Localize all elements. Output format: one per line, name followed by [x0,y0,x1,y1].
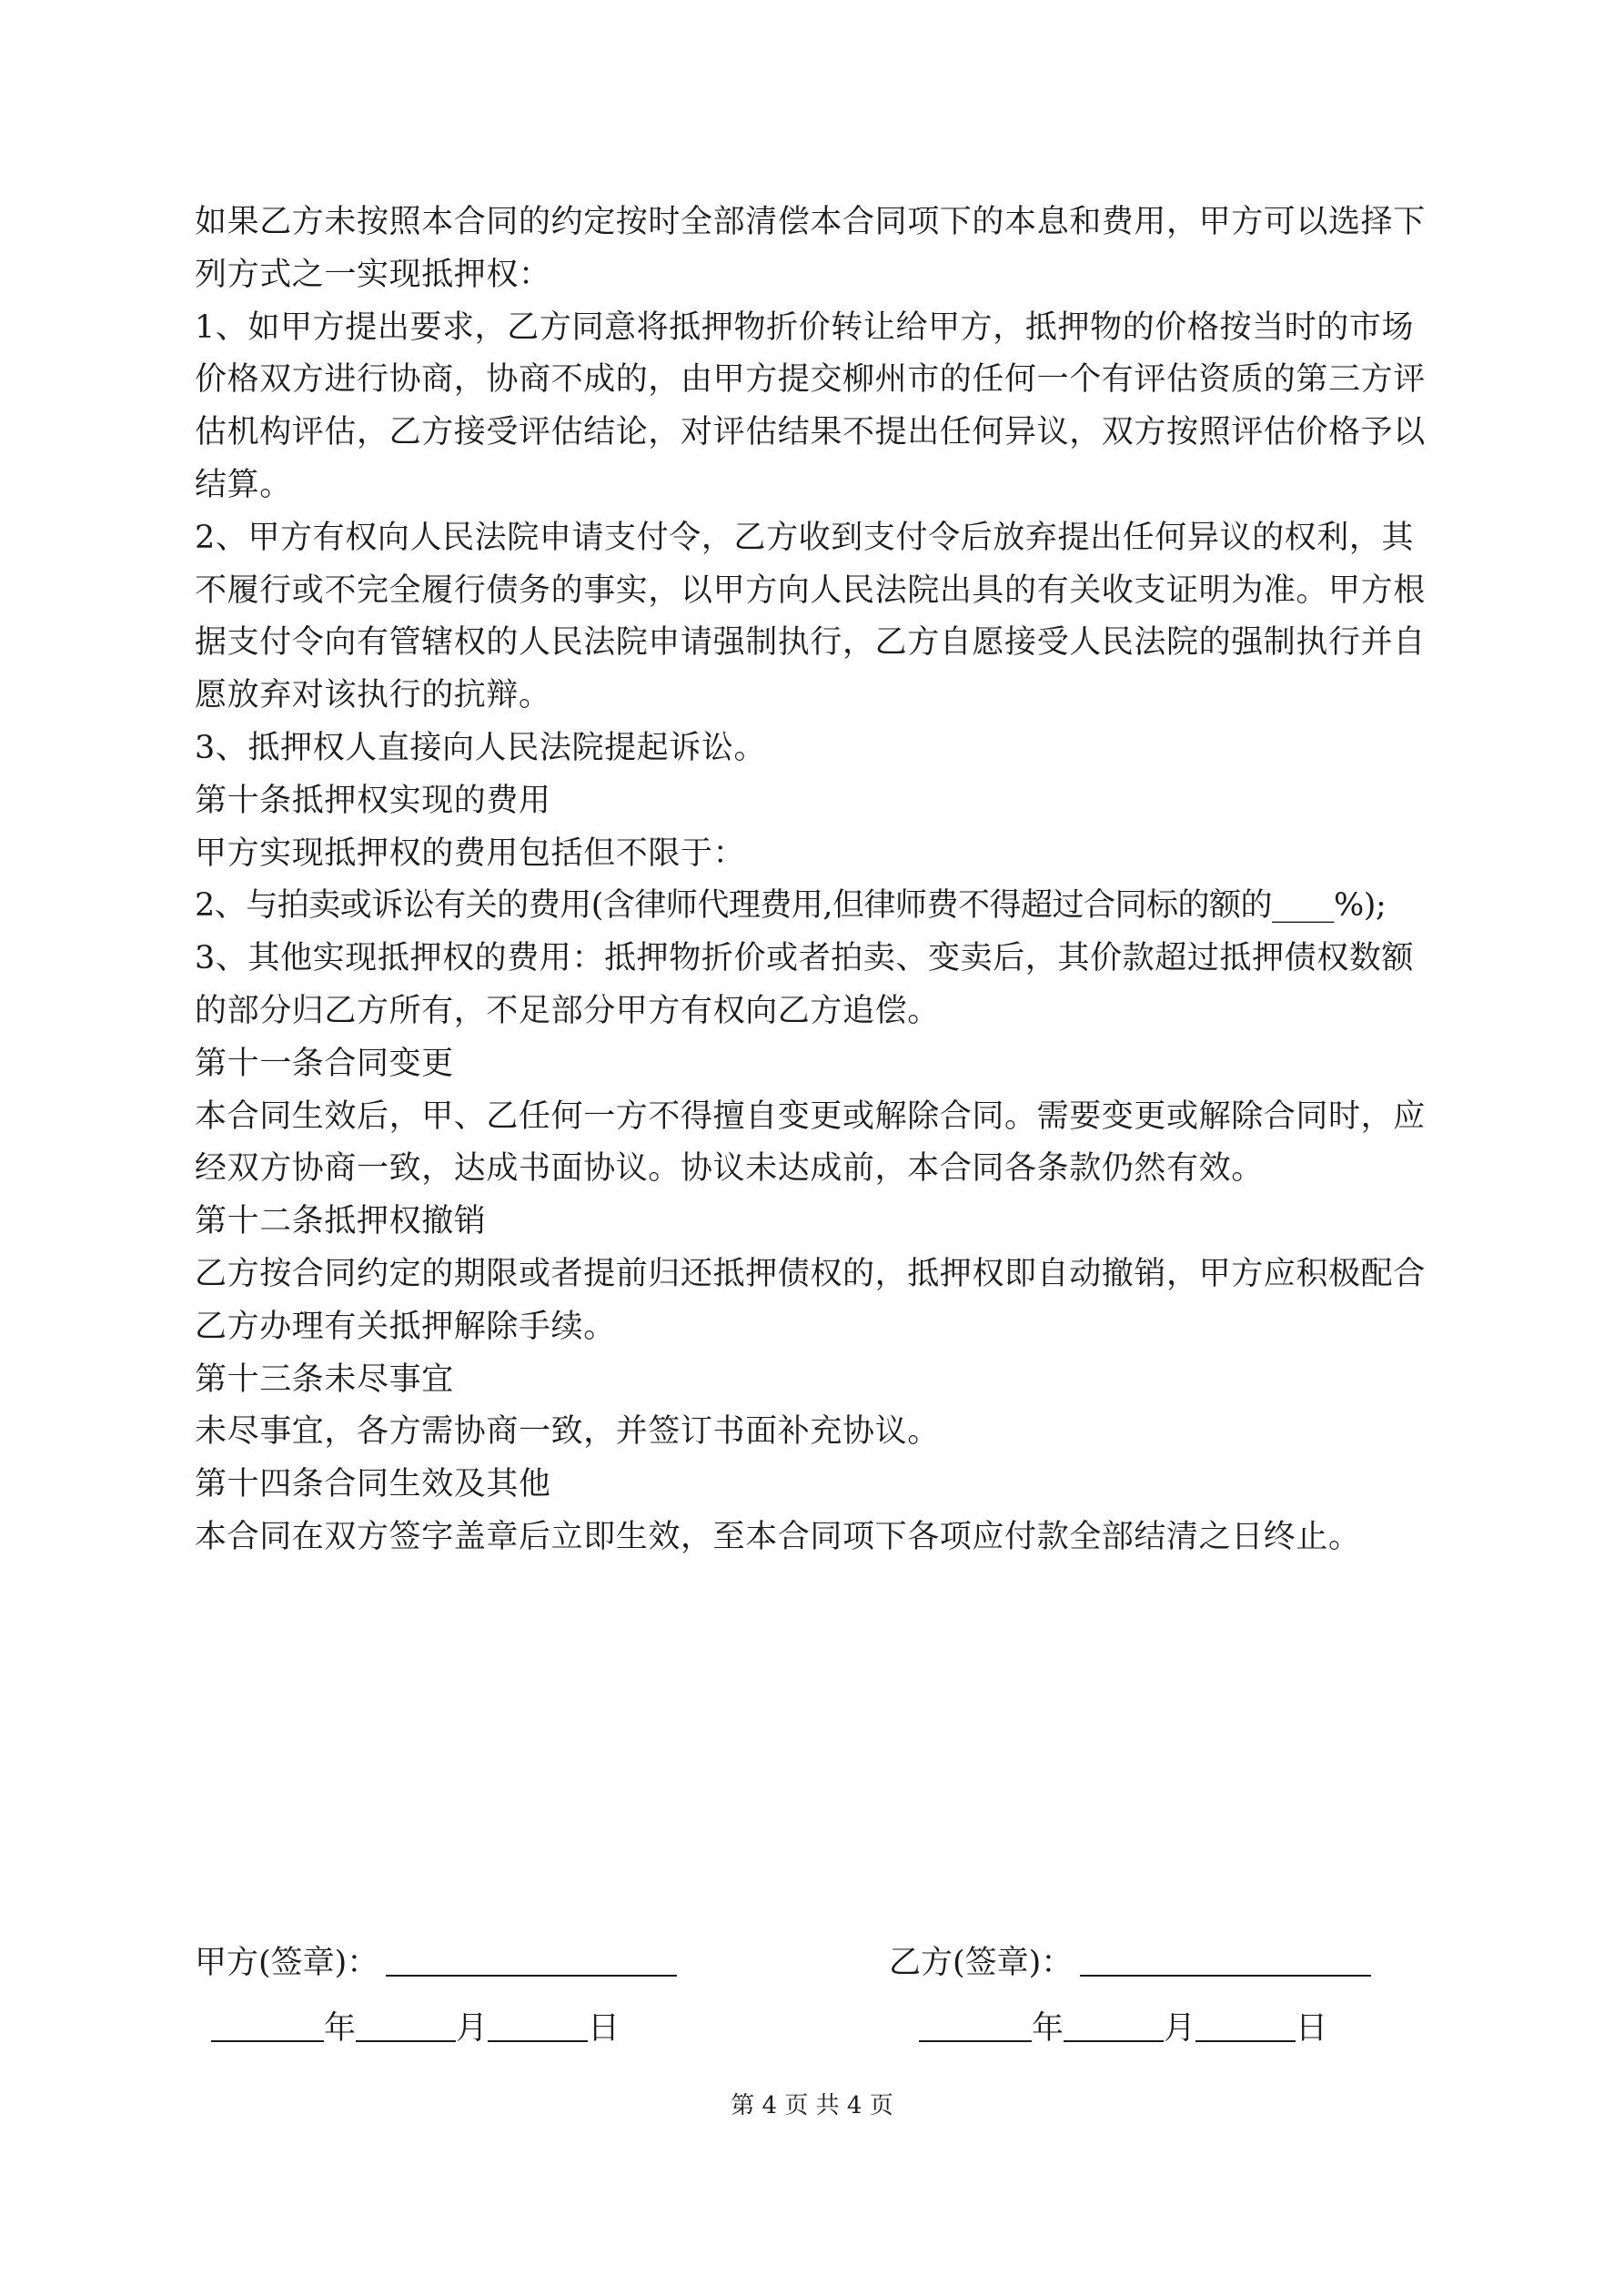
day-label: 日 [588,2010,620,2047]
year-label: 年 [324,2010,357,2047]
body-line: 据支付令向有管辖权的人民法院申请强制执行，乙方自愿接受人民法院的强制执行并自 [195,624,1426,662]
month-label: 月 [1164,2010,1196,2047]
section-heading: 第十三条未尽事宜 [195,1360,454,1398]
body-line: 3、其他实现抵押权的费用：抵押物折价或者拍卖、变卖后，其价款超过抵押债权数额 [195,940,1415,977]
body-line: 3、抵押权人直接向人民法院提起诉讼。 [195,729,767,766]
party-a-signature-field[interactable] [386,1944,677,1977]
section-heading: 第十四条合同生效及其他 [195,1466,551,1503]
section-heading: 第十一条合同变更 [195,1045,454,1082]
body-line: 估机构评估，乙方接受评估结论，对评估结果不提出任何异议，双方按照评估价格予以 [195,414,1426,451]
body-line: 乙方办理有关抵押解除手续。 [195,1308,616,1345]
body-line: 本合同在双方签字盖章后立即生效，至本合同项下各项应付款全部结清之日终止。 [195,1518,1361,1555]
body-line: 1、如甲方提出要求，乙方同意将抵押物折价转让给甲方，抵押物的价格按当时的市场 [195,308,1415,346]
body-line: 甲方实现抵押权的费用包括但不限于： [195,834,746,872]
party-b-day-field[interactable] [1195,2009,1296,2042]
month-label: 月 [456,2010,489,2047]
body-line: 列方式之一实现抵押权： [195,256,551,293]
day-label: 日 [1296,2010,1328,2047]
body-line: 本合同生效后，甲、乙任何一方不得擅自变更或解除合同。需要变更或解除合同时，应 [195,1097,1426,1135]
body-line: 的部分归乙方所有，不足部分甲方有权向乙方追偿。 [195,992,940,1029]
party-a-date [211,2003,620,2056]
section-heading: 第十条抵押权实现的费用 [195,782,551,819]
party-a-signature [195,1937,677,1990]
body-line: 乙方按合同约定的期限或者提前归还抵押债权的，抵押权即自动撤销，甲方应积极配合 [195,1255,1426,1292]
body-line: 未尽事宜，各方需协商一致，并签订书面补充协议。 [195,1413,940,1451]
year-label: 年 [1032,2010,1064,2047]
party-b-signature-field[interactable] [1080,1944,1371,1977]
body-line: 结算。 [195,466,292,503]
party-b-year-field[interactable] [919,2009,1032,2042]
party-b-date [919,2003,1327,2056]
body-line: 不履行或不完全履行债务的事实，以甲方向人民法院出具的有关收支证明为准。甲方根 [195,571,1426,609]
body-line: 2、与拍卖或诉讼有关的费用(含律师代理费用,但律师费不得超过合同标的额的____%); [195,887,1387,925]
party-a-year-field[interactable] [211,2009,324,2042]
page-number: 第 4 页 共 4 页 [731,2092,893,2119]
party-b-signature [889,1937,1371,1990]
body-line: 愿放弃对该执行的抗辩。 [195,677,551,714]
body-line: 价格双方进行协商，协商不成的，由甲方提交柳州市的任何一个有评估资质的第三方评 [195,361,1426,399]
party-a-month-field[interactable] [356,2009,456,2042]
party-b-month-field[interactable] [1064,2009,1164,2042]
section-heading: 第十二条抵押权撤销 [195,1203,487,1240]
body-line: 如果乙方未按照本合同的约定按时全部清偿本合同项下的本息和费用，甲方可以选择下 [195,204,1426,240]
party-b-label: 乙方(签章)： [889,1945,1074,1981]
contract-body [195,197,1441,1564]
party-a-label: 甲方(签章)： [195,1945,379,1981]
party-a-day-field[interactable] [488,2009,588,2042]
body-line: 经双方协商一致，达成书面协议。协议未达成前，本合同各条款仍然有效。 [195,1150,1264,1188]
body-line: 2、甲方有权向人民法院申请支付令，乙方收到支付令后放弃提出任何异议的权利，其 [195,519,1415,556]
